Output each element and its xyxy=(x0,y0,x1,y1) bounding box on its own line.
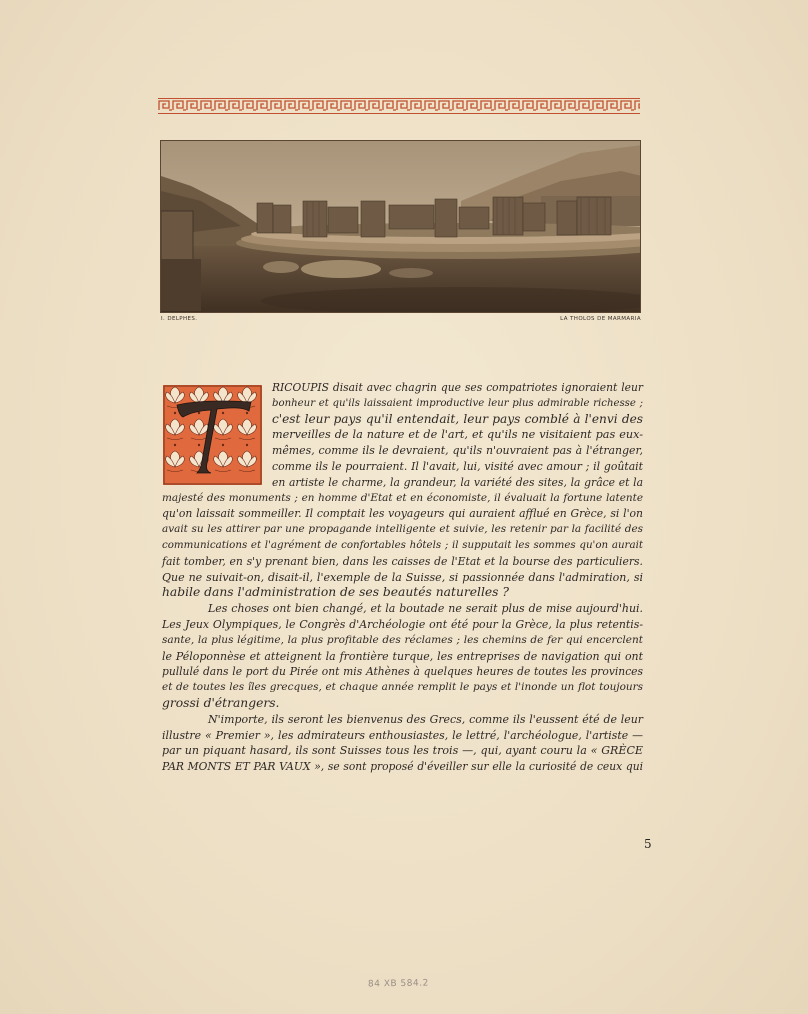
text-line: Les choses ont bien changé, et la boutade ne serait plus de mise aujourd'hui. xyxy=(208,602,643,616)
photo-caption-right: LA THOLOS DE MARMARIA xyxy=(560,316,641,322)
text-line: communications et l'agrément de confortables hôtels ; il supputait les sommes qu'on aurait xyxy=(162,538,643,551)
text-line: RICOUPIS disait avec chagrin que ses compatriotes ignoraient leur xyxy=(272,381,643,394)
text-line: Les Jeux Olympiques, le Congrès d'Archéologie ont été pour la Grèce, la plus retentis- xyxy=(162,617,643,631)
text-line: illustre « Premier », les admirateurs enthousiastes, le lettré, l'archéologue, l'artiste — xyxy=(162,728,643,742)
text-line: pullulé dans le port du Pirée ont mis Athènes à quelques heures de toutes les provinces xyxy=(162,665,643,679)
text-line: fait tomber, en s'y prenant bien, dans les caisses de l'Etat et la bourse des particuliers. xyxy=(162,554,643,568)
text-line: PAR MONTS ET PAR VAUX », se sont proposé d'éveiller sur elle la curiosité de ceux qui xyxy=(162,760,643,774)
text-line: comme ils le pourraient. Il l'avait, lui, visité avec amour ; il goûtait xyxy=(272,459,643,473)
text-line: en artiste le charme, la grandeur, la variété des sites, la grâce et la xyxy=(272,475,643,489)
pencil-shelfmark: 84 XB 584.2 xyxy=(367,978,429,990)
text-line: majesté des monuments ; en homme d'Etat et en économiste, il évaluait la fortune latente xyxy=(162,491,643,504)
text-line: le Péloponnèse et atteignent la frontière turque, les entreprises de navigation qui ont xyxy=(162,649,643,663)
text-line: c'est leur pays qu'il entendait, leur pays comblé à l'envi des xyxy=(272,411,643,426)
text-line: et de toutes les îles grecques, et chaque année remplit le pays et l'inonde un flot toujours xyxy=(162,681,643,694)
text-line: merveilles de la nature et de l'art, et qu'ils ne visitaient pas eux- xyxy=(272,428,643,442)
text-line: habile dans l'administration de ses beautés naturelles ? xyxy=(162,585,509,600)
text-line: sante, la plus légitime, la plus profitable des réclames ; les chemins de fer qui encerclent xyxy=(162,633,643,646)
text-line: N'importe, ils seront les bienvenus des Grecs, comme ils l'eussent été de leur xyxy=(208,712,643,726)
text-line: grossi d'étrangers. xyxy=(162,695,280,710)
page-number: 5 xyxy=(644,837,652,851)
photo-caption-left: I. DELPHES. xyxy=(161,316,198,322)
tholos-photograph xyxy=(160,140,641,313)
text-block-intro xyxy=(162,380,643,775)
greek-key-border xyxy=(158,98,640,114)
text-line: par un piquant hasard, ils sont Suisses tous les trois —, qui, ayant couru la « GRÈCE xyxy=(162,744,643,758)
text-line: bonheur et qu'ils laissaient improductive leur plus admirable richesse ; xyxy=(272,397,643,409)
text-line: Que ne suivait-on, disait-il, l'exemple de la Suisse, si passionnée dans l'admiration, si xyxy=(162,570,643,584)
text-line: mêmes, comme ils le devraient, qu'ils n'ouvraient pas à l'étranger, xyxy=(272,444,643,458)
text-line: qu'on laissait sommeiller. Il comptait les voyageurs qui auraient afflué en Grèce, si l'on xyxy=(162,507,643,521)
text-line: avait su les attirer par une propagande intelligente et suivie, les retenir par la facilité des xyxy=(162,523,643,536)
